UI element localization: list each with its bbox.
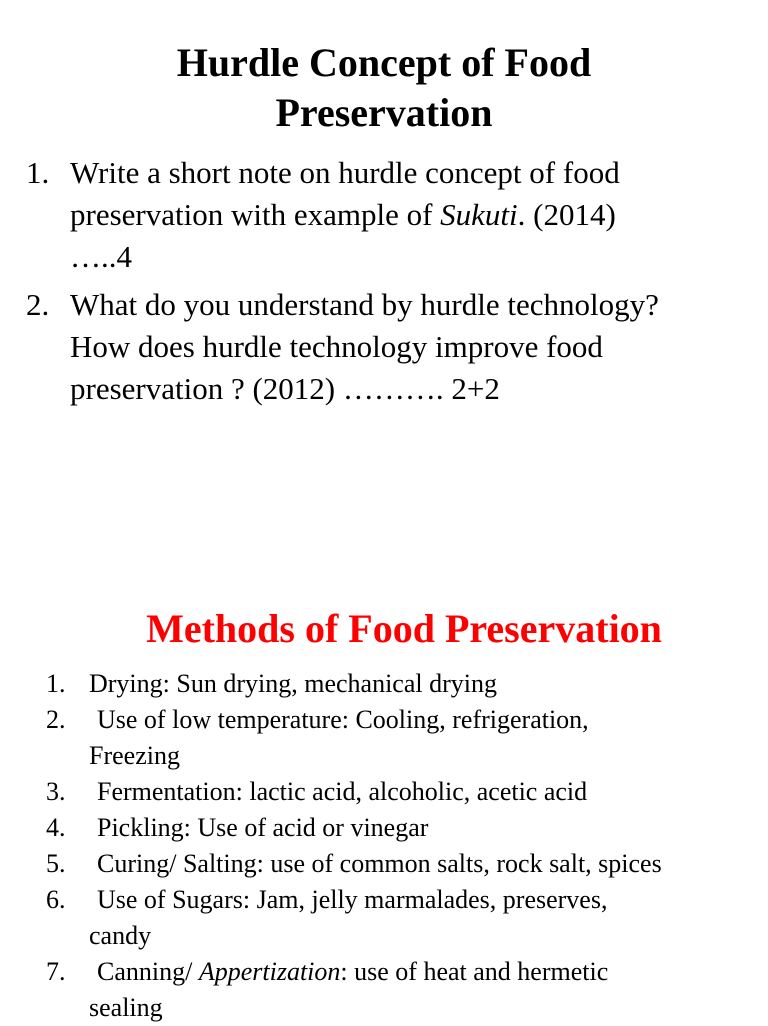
method-item <box>0 810 768 846</box>
question-item <box>0 152 768 278</box>
method-item <box>0 882 768 954</box>
method-text-line: Fermentation: lactic acid, alcoholic, acetic acid <box>97 777 588 806</box>
slide-title-line-1: Hurdle Concept of Food <box>176 40 592 85</box>
method-text-line: Use of low temperature: Cooling, refrigeration, <box>97 705 589 734</box>
question-text-line: Write a short note on hurdle concept of food <box>70 155 620 190</box>
question-text-line: preservation ? (2012) ………. 2+2 <box>70 371 500 406</box>
question-text-segment: preservation with example of <box>70 197 441 232</box>
slide-title <box>0 38 768 138</box>
methods-list <box>0 666 768 1026</box>
method-item <box>0 702 768 774</box>
method-number: 5. <box>46 849 66 878</box>
question-marks: …..4 <box>70 239 132 274</box>
method-text-line: Pickling: Use of acid or vinegar <box>97 813 429 842</box>
question-list <box>0 152 768 416</box>
method-text-segment: : use of heat and hermetic <box>340 957 609 986</box>
method-number: 6. <box>46 885 66 914</box>
method-item <box>0 666 768 702</box>
method-text-line: Use of Sugars: Jam, jelly marmalades, preserves, <box>97 885 608 914</box>
method-text-line: sealing <box>89 993 163 1022</box>
method-number: 1. <box>46 669 66 698</box>
question-text-segment: . (2014) <box>517 197 616 232</box>
slide-title: Methods of Food Preservation <box>146 606 662 651</box>
slide-preservation-methods <box>0 560 768 1024</box>
question-text-line: What do you understand by hurdle technology? <box>70 287 659 322</box>
method-italic-term: Appertization <box>198 957 341 986</box>
question-number: 2. <box>26 287 50 322</box>
method-number: 4. <box>46 813 66 842</box>
question-item <box>0 284 768 410</box>
method-number: 2. <box>46 705 66 734</box>
method-text-segment: Canning/ <box>97 957 199 986</box>
method-item <box>0 954 768 1026</box>
method-item <box>0 846 768 882</box>
method-number: 7. <box>46 957 66 986</box>
question-italic-term: Sukuti <box>440 197 518 232</box>
question-number: 1. <box>26 155 50 190</box>
question-text-line <box>70 194 738 236</box>
method-text-line: Drying: Sun drying, mechanical drying <box>89 669 497 698</box>
method-text-line: candy <box>89 921 152 950</box>
slide-title-line-2: Preservation <box>275 90 493 135</box>
method-text-line: Curing/ Salting: use of common salts, rock salt, spices <box>97 849 662 878</box>
method-item <box>0 774 768 810</box>
method-number: 3. <box>46 777 66 806</box>
method-text-line <box>89 954 758 990</box>
method-text-line: Freezing <box>89 741 180 770</box>
question-text-line: How does hurdle technology improve food <box>70 329 603 364</box>
